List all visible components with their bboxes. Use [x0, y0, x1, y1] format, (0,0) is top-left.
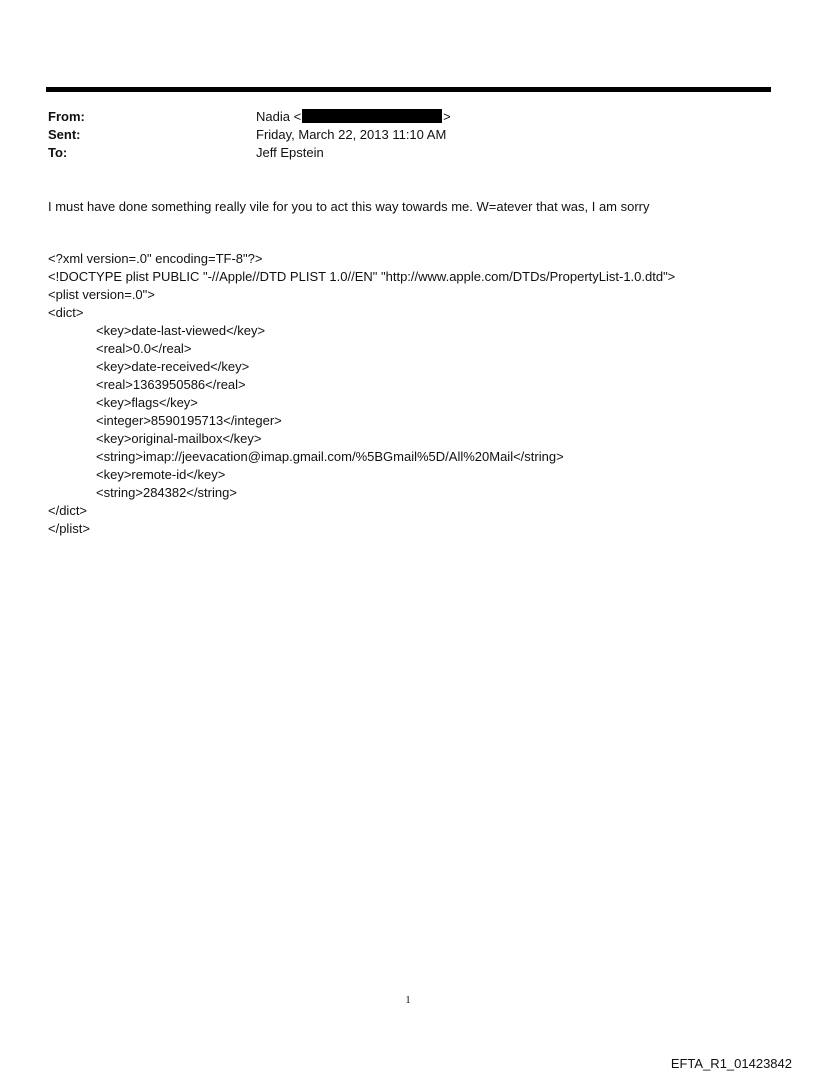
- from-label: From:: [48, 109, 85, 124]
- message-body: I must have done something really vile for you to act this way towards me. W=atever that was, I am sorry: [48, 199, 650, 214]
- plist-line: <real>1363950586</real>: [96, 377, 246, 392]
- plist-line: <key>date-received</key>: [96, 359, 250, 374]
- plist-line: <key>flags</key>: [96, 395, 198, 410]
- redacted-email-box: [302, 109, 442, 123]
- plist-line: <key>date-last-viewed</key>: [96, 323, 266, 338]
- to-value: Jeff Epstein: [256, 145, 324, 160]
- plist-line: <string>imap://jeevacation@imap.gmail.com/%5BGmail%5D/All%20Mail</string>: [96, 449, 564, 464]
- bates-number: EFTA_R1_01423842: [670, 1056, 792, 1071]
- to-row: [48, 144, 748, 162]
- from-row: [48, 108, 748, 126]
- plist-line: <string>284382</string>: [96, 485, 237, 500]
- to-label: To:: [48, 145, 68, 160]
- plist-line: <plist version=.0">: [48, 287, 155, 302]
- page-number: 1: [405, 994, 411, 1006]
- header-divider: [46, 87, 771, 92]
- sent-row: [48, 126, 748, 144]
- plist-line: <real>0.0</real>: [96, 341, 192, 356]
- plist-line: <key>remote-id</key>: [96, 467, 226, 482]
- plist-line: <integer>8590195713</integer>: [96, 413, 282, 428]
- sent-value: Friday, March 22, 2013 11:10 AM: [256, 127, 447, 142]
- plist-line: <?xml version=.0" encoding=TF-8"?>: [48, 251, 263, 266]
- sent-label: Sent:: [48, 127, 81, 142]
- plist-block: [48, 250, 675, 538]
- plist-line: <!DOCTYPE plist PUBLIC "-//Apple//DTD PLIST 1.0//EN" "http://www.apple.com/DTDs/PropertyList-1.0.dtd">: [48, 269, 676, 284]
- plist-line: <dict>: [48, 305, 84, 320]
- sender-suffix: >: [443, 109, 451, 124]
- from-value: [256, 108, 748, 126]
- sender-name: Nadia <: [256, 109, 302, 124]
- plist-line: </plist>: [48, 521, 90, 536]
- plist-line: <key>original-mailbox</key>: [96, 431, 262, 446]
- plist-line: </dict>: [48, 503, 88, 518]
- email-header: [48, 108, 748, 162]
